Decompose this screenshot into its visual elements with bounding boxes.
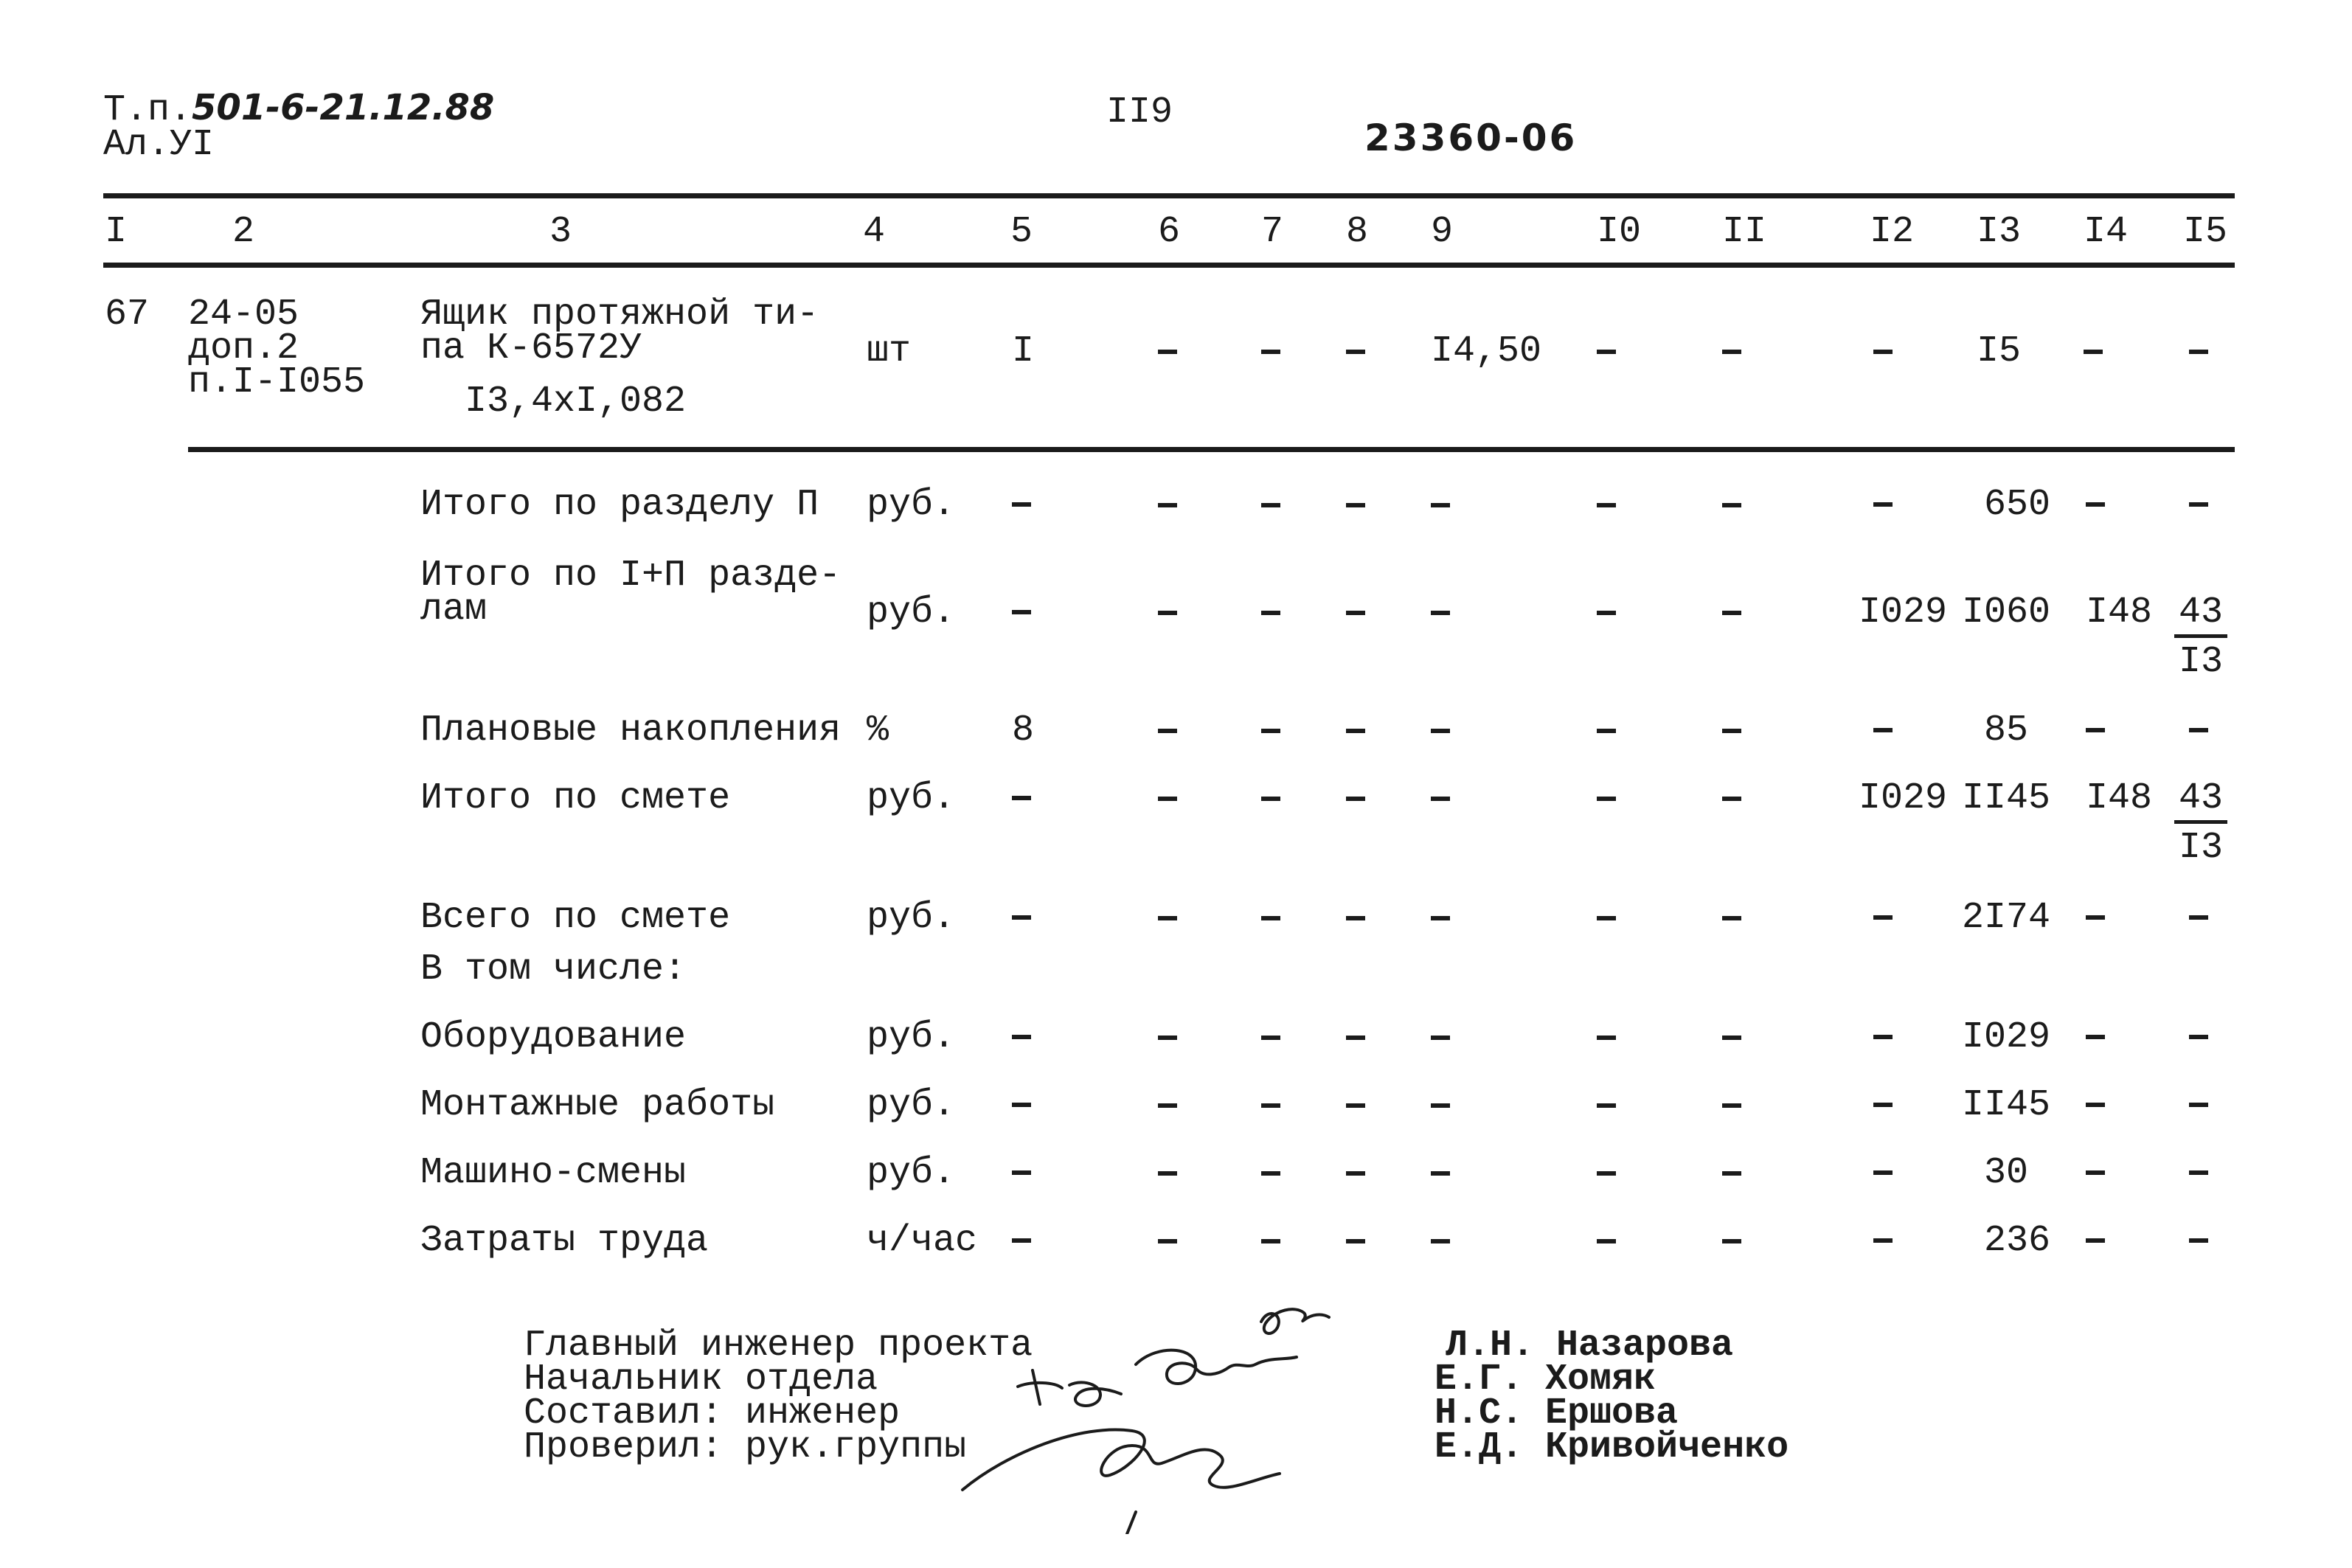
summary-col5 [1012, 1223, 1031, 1260]
dash-mark [1873, 1035, 1893, 1039]
summary-col15-fraction [2174, 594, 2227, 681]
summary-col14 [2086, 1223, 2105, 1260]
item-unit: шт [867, 330, 912, 372]
handwritten-signatures [922, 1291, 1453, 1534]
summary-dash [1597, 916, 1616, 920]
summary-dash [1261, 1103, 1280, 1108]
summary-dash [1261, 503, 1280, 507]
signature-stroke [1136, 1350, 1297, 1384]
fraction-denominator: I3 [2179, 827, 2224, 869]
summary-unit: руб. [867, 484, 956, 526]
summary-dash [1722, 1171, 1741, 1176]
summary-col15-fraction [2174, 777, 2227, 869]
col-header-6: 6 [1158, 211, 1181, 253]
dash-mark [1873, 1170, 1893, 1175]
item-name-line-2: па К-6572У [420, 327, 642, 370]
summary-unit: % [867, 710, 889, 752]
summary-dash [1346, 1035, 1365, 1040]
summary-col5 [1012, 1087, 1031, 1124]
album-label: Ал.УI [103, 124, 215, 166]
summary-label: Всего по смете [420, 897, 731, 939]
doc-reference-prefix: Т.п. [103, 89, 192, 131]
item-col8-dash [1346, 350, 1365, 354]
signature-title: Главный инженер проекта [524, 1325, 1033, 1367]
col-header-5: 5 [1010, 211, 1033, 253]
summary-col15 [2189, 712, 2208, 749]
signature-stroke [962, 1429, 1280, 1490]
summary-dash [1722, 611, 1741, 615]
summary-col13: 85 [1984, 710, 2029, 752]
summary-dash [1158, 1035, 1177, 1040]
summary-col14 [2086, 487, 2105, 524]
doc-reference-handwritten: 501-6-21.12.88 [192, 87, 495, 128]
dash-mark [1012, 1170, 1031, 1175]
summary-dash [1431, 1035, 1450, 1040]
summary-col12 [1873, 1223, 1893, 1260]
signature-title: Составил: инженер [524, 1392, 901, 1435]
summary-col5 [1012, 900, 1031, 937]
dash-mark [2086, 1035, 2105, 1039]
col-header-10: I0 [1597, 211, 1642, 253]
dash-mark [2189, 1035, 2208, 1039]
summary-dash [1261, 797, 1280, 801]
summary-dash [1261, 1239, 1280, 1243]
summary-dash [1431, 1171, 1450, 1176]
summary-unit: руб. [867, 897, 956, 939]
summary-col13: 236 [1984, 1220, 2051, 1262]
summary-unit: руб. [867, 592, 956, 634]
summary-col5 [1012, 1155, 1031, 1192]
dash-mark [2189, 728, 2208, 732]
summary-col14 [2086, 712, 2105, 749]
summary-dash [1346, 611, 1365, 615]
dash-mark [1012, 915, 1031, 920]
dash-mark [2086, 1238, 2105, 1243]
summary-col5 [1012, 780, 1031, 817]
summary-dash [1597, 1239, 1616, 1243]
summary-dash [1346, 503, 1365, 507]
summary-dash [1346, 729, 1365, 733]
summary-dash [1722, 1103, 1741, 1108]
item-code-line-2: доп.2 [188, 327, 299, 370]
dash-mark [1873, 1238, 1893, 1243]
signature-name: Е.Д. Кривойченко [1435, 1426, 1789, 1468]
summary-col12: I029 [1859, 592, 1948, 634]
dash-mark [2086, 502, 2105, 507]
col-header-4: 4 [863, 211, 886, 253]
summary-dash [1722, 916, 1741, 920]
summary-col13: 650 [1984, 484, 2051, 526]
summary-col5: 8 [1012, 710, 1035, 752]
summary-subheading: В том числе: [420, 948, 687, 991]
summary-dash [1597, 1035, 1616, 1040]
col-header-12: I2 [1870, 211, 1915, 253]
summary-dash [1158, 1103, 1177, 1108]
summary-col13: II45 [1962, 1084, 2051, 1126]
summary-dash [1346, 1171, 1365, 1176]
dash-mark [1012, 1238, 1031, 1243]
summary-label: Машино-смены [420, 1152, 687, 1194]
item-col15-dash [2189, 350, 2208, 354]
summary-col12 [1873, 1087, 1893, 1124]
item-col12-dash [1873, 350, 1893, 354]
col-header-15: I5 [2183, 211, 2228, 253]
summary-label: Итого по I+П разде- [420, 555, 842, 597]
dash-mark [2189, 502, 2208, 507]
summary-dash [1346, 797, 1365, 801]
page-number: II9 [1106, 91, 1173, 133]
summary-dash [1158, 729, 1177, 733]
summary-dash [1722, 729, 1741, 733]
summary-col12: I029 [1859, 777, 1948, 819]
summary-unit: руб. [867, 1152, 956, 1194]
dash-mark [1873, 915, 1893, 920]
summary-dash [1158, 503, 1177, 507]
signature-title: Начальник отдела [524, 1359, 878, 1401]
item-code-line-3: п.I-I055 [188, 361, 366, 403]
summary-col14 [2086, 1087, 2105, 1124]
summary-label: Монтажные работы [420, 1084, 775, 1126]
signature-name: Л.Н. Назарова [1446, 1325, 1734, 1367]
summary-col15 [2189, 1087, 2208, 1124]
summary-dash [1597, 503, 1616, 507]
summary-label: Оборудование [420, 1016, 687, 1058]
summary-col14: I48 [2086, 592, 2153, 634]
signature-stroke [1127, 1512, 1136, 1534]
col-header-8: 8 [1346, 211, 1369, 253]
item-col7-dash [1261, 350, 1280, 354]
summary-dash [1431, 1239, 1450, 1243]
summary-label: Плановые накопления [420, 710, 842, 752]
item-col14-dash [2084, 350, 2103, 354]
dash-mark [1012, 1103, 1031, 1107]
summary-dash [1158, 611, 1177, 615]
summary-dash [1261, 729, 1280, 733]
dash-mark [2189, 1170, 2208, 1175]
col-header-2: 2 [232, 211, 255, 253]
summary-col15 [2189, 1223, 2208, 1260]
summary-col5 [1012, 1019, 1031, 1056]
col-header-3: 3 [549, 211, 572, 253]
summary-dash [1431, 1103, 1450, 1108]
dash-mark [1873, 1103, 1893, 1107]
item-number: 67 [105, 294, 150, 336]
fraction-denominator: I3 [2179, 641, 2224, 683]
dash-mark [1012, 610, 1031, 614]
summary-col13: 2I74 [1962, 897, 2051, 939]
summary-col12 [1873, 1155, 1893, 1192]
dash-mark [2189, 915, 2208, 920]
item-col11-dash [1722, 350, 1741, 354]
dash-mark [1012, 502, 1031, 507]
signature-stroke [1018, 1370, 1121, 1406]
summary-unit: ч/час [867, 1220, 978, 1262]
summary-col12 [1873, 487, 1893, 524]
summary-dash [1722, 1239, 1741, 1243]
summary-dash [1346, 1103, 1365, 1108]
summary-dash [1597, 1103, 1616, 1108]
summary-label: Затраты труда [420, 1220, 709, 1262]
summary-dash [1158, 916, 1177, 920]
dash-mark [1012, 1035, 1031, 1039]
fraction-numerator: 43 [2174, 780, 2227, 824]
dash-mark [1873, 502, 1893, 507]
summary-col15 [2189, 1019, 2208, 1056]
section-rule [188, 447, 2235, 452]
item-col13-value: I5 [1977, 330, 2022, 372]
header-bottom-rule [103, 263, 2235, 268]
summary-col5 [1012, 594, 1031, 631]
summary-dash [1597, 611, 1616, 615]
signature-name: Е.Г. Хомяк [1435, 1359, 1657, 1401]
summary-unit: руб. [867, 1016, 956, 1058]
summary-col14 [2086, 900, 2105, 937]
summary-dash [1431, 729, 1450, 733]
col-header-7: 7 [1261, 211, 1284, 253]
dash-mark [2189, 1238, 2208, 1243]
item-col6-dash [1158, 350, 1177, 354]
col-header-11: II [1722, 211, 1767, 253]
summary-dash [1597, 797, 1616, 801]
item-col9-value: I4,50 [1431, 330, 1542, 372]
summary-col13: II45 [1962, 777, 2051, 819]
item-col10-dash [1597, 350, 1616, 354]
signature-title: Проверил: рук.группы [524, 1426, 967, 1468]
col-header-9: 9 [1431, 211, 1454, 253]
signature-stroke [1261, 1309, 1329, 1333]
summary-label: Итого по разделу П [420, 484, 819, 526]
summary-dash [1722, 797, 1741, 801]
dash-mark [2086, 1170, 2105, 1175]
summary-col14: I48 [2086, 777, 2153, 819]
summary-unit: руб. [867, 777, 956, 819]
summary-col14 [2086, 1019, 2105, 1056]
summary-dash [1597, 729, 1616, 733]
summary-dash [1261, 1035, 1280, 1040]
summary-dash [1431, 797, 1450, 801]
summary-dash [1261, 916, 1280, 920]
dash-mark [1873, 728, 1893, 732]
summary-dash [1261, 611, 1280, 615]
summary-label: Итого по смете [420, 777, 731, 819]
summary-dash [1597, 1171, 1616, 1176]
summary-col13: 30 [1984, 1152, 2029, 1194]
summary-col15 [2189, 1155, 2208, 1192]
summary-col13: I029 [1962, 1016, 2051, 1058]
summary-dash [1261, 1171, 1280, 1176]
summary-col15 [2189, 487, 2208, 524]
summary-dash [1722, 1035, 1741, 1040]
signature-name: Н.С. Ершова [1435, 1392, 1679, 1435]
summary-dash [1346, 1239, 1365, 1243]
summary-col12 [1873, 1019, 1893, 1056]
summary-col12 [1873, 900, 1893, 937]
summary-dash [1158, 1171, 1177, 1176]
col-header-1: I [105, 211, 128, 253]
summary-dash [1722, 503, 1741, 507]
summary-unit: руб. [867, 1084, 956, 1126]
dash-mark [1012, 796, 1031, 800]
summary-dash [1158, 797, 1177, 801]
item-code-line-1: 24-05 [188, 294, 299, 336]
summary-col12 [1873, 712, 1893, 749]
fraction-numerator: 43 [2174, 594, 2227, 638]
summary-dash [1431, 916, 1450, 920]
dash-mark [2086, 915, 2105, 920]
summary-dash [1158, 1239, 1177, 1243]
item-name-line-1: Ящик протяжной ти- [420, 294, 819, 336]
summary-label-cont: лам [420, 589, 488, 631]
top-rule [103, 193, 2235, 198]
col-header-14: I4 [2084, 211, 2129, 253]
summary-dash [1346, 916, 1365, 920]
stamp-number: 23360-06 [1364, 117, 1578, 159]
col-header-13: I3 [1977, 211, 2022, 253]
item-formula: I3,4xI,082 [465, 381, 687, 423]
summary-col15 [2189, 900, 2208, 937]
summary-dash [1431, 503, 1450, 507]
summary-dash [1431, 611, 1450, 615]
dash-mark [2189, 1103, 2208, 1107]
summary-col5 [1012, 487, 1031, 524]
dash-mark [2086, 728, 2105, 732]
dash-mark [2086, 1103, 2105, 1107]
summary-col14 [2086, 1155, 2105, 1192]
item-quantity: I [1012, 330, 1035, 372]
summary-col13: I060 [1962, 592, 2051, 634]
